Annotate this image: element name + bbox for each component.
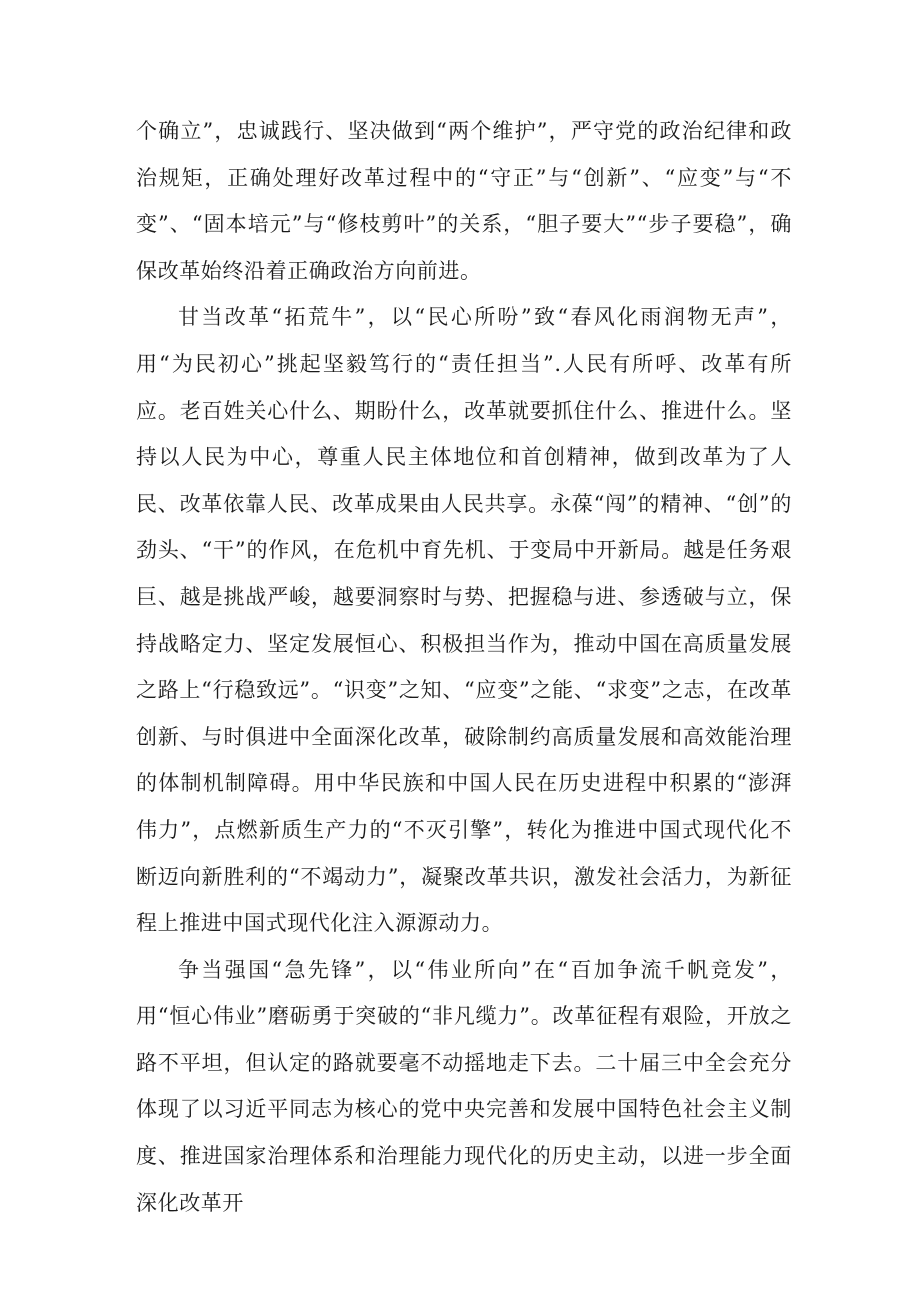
paragraph-1: 个确立”，忠诚践行、坚决做到“两个维护”，严守党的政治纪律和政治规矩，正确处理好改革过程中的“守正”与“创新”、“应变”与“不变”、“固本培元”与“修枝剪叶”的关系，“胆子要大”“步子要稳”，确保改革始终沿着正确政治方向前进。: [136, 119, 792, 283]
document-body: [136, 108, 792, 1226]
paragraph-3: 争当强国“急先锋”，以“伟业所向”在“百加争流千帆竞发”，用“恒心伟业”磨砺勇于突破的“非凡缆力”。改革征程有艰险，开放之路不平坦，但认定的路就要毫不动摇地走下去。二十届三中全会充分体现了以习近平同志为核心的党中央完善和发展中国特色社会主义制度、推进国家治理体系和治理能力现代化的历史主动，以进一步全面深化改革开: [136, 957, 792, 1215]
paragraph-2: 甘当改革“拓荒牛”，以“民心所吩”致“春风化雨润物无声”，用“为民初心”挑起坚毅笃行的“责任担当”.人民有所呼、改革有所应。老百姓关心什么、期盼什么，改革就要抓住什么、推进什么。坚持以人民为中心，尊重人民主体地位和首创精神，做到改革为了人民、改革依靠人民、改革成果由人民共享。永葆“闯”的精神、“创”的劲头、“干”的作风，在危机中育先机、于变局中开新局。越是任务艰巨、越是挑战严峻，越要洞察时与势、把握稳与进、参透破与立，保持战略定力、坚定发展恒心、积极担当作为，推动中国在高质量发展之路上“行稳致远”。“识变”之知、“应变”之能、“求变”之志，在改革创新、与时俱进中全面深化改革，破除制约高质量发展和高效能治理的体制机制障碍。用中华民族和中国人民在历史进程中积累的“澎湃伟力”，点燃新质生产力的“不灭引擎”，转化为推进中国式现代化不断迈向新胜利的“不竭动力”，凝聚改革共识，激发社会活力，为新征程上推进中国式现代化注入源源动力。: [136, 305, 792, 936]
